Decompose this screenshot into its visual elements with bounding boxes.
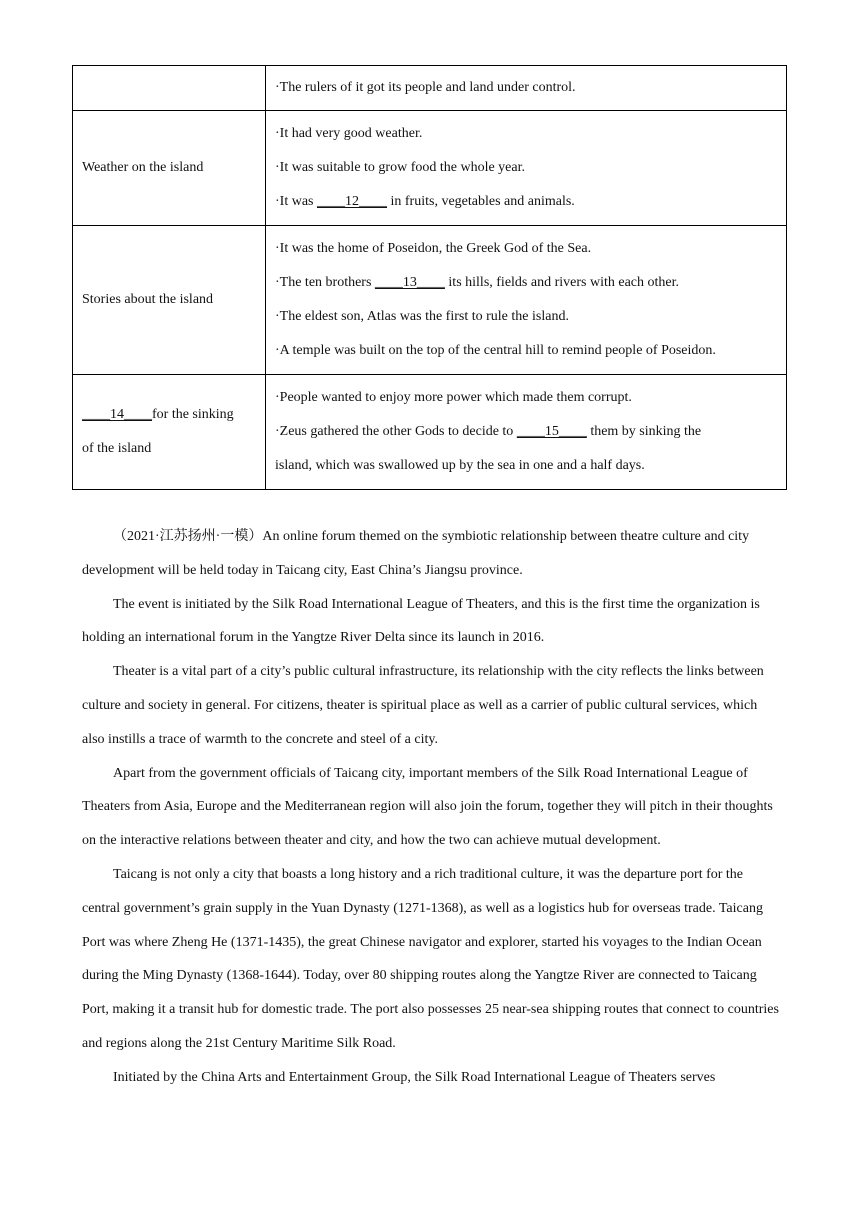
detail-text: in fruits, vegetables and animals. [387, 194, 575, 209]
source-label: （2021·江苏扬州·一模） [113, 529, 263, 544]
row-heading [73, 375, 266, 490]
detail-line: ·The rulers of it got its people and land under control. [275, 80, 576, 95]
reading-passage [82, 520, 782, 1095]
blank-13: ____13____ [374, 275, 445, 290]
detail-line: ·It had very good weather. [275, 126, 423, 141]
row-details [266, 111, 787, 226]
blank-15: ____15____ [516, 424, 587, 439]
passage-paragraph: Theater is a vital part of a city’s public cultural infrastructure, its relationship with the city reflects the links between culture and society in general. For citizens, theater is spiritual place as well as a carrier of public cultural services, which also instills a trace of warmth to the concrete and steel of a city. [82, 664, 764, 747]
table-row [73, 66, 787, 111]
detail-line [275, 415, 777, 449]
detail-text: its hills, fields and rivers with each other. [444, 275, 679, 290]
detail-text: ·The ten brothers [275, 275, 375, 290]
heading-line: of the island [82, 441, 152, 456]
heading-line [82, 398, 256, 432]
table-row [73, 111, 787, 226]
passage-paragraph: Taicang is not only a city that boasts a long history and a rich traditional culture, it was the departure port for the central government’s grain supply in the Yuan Dynasty (1271-1368), as well as a logistics hub for overseas trade. Taicang Port was where Zheng He (1371-1435), the great Chinese navigator and explorer, started his voyages to the Indian Ocean during the Ming Dynasty (1368-1644). Today, over 80 shipping routes along the Yangtze River are connected to Taicang Port, making it a transit hub for domestic trade. The port also possesses 25 near-sea shipping routes that connect to countries and regions along the 21st Century Maritime Silk Road. [82, 866, 779, 1051]
table-row [73, 226, 787, 375]
detail-text: them by sinking the [586, 424, 702, 439]
detail-text: ·It was [275, 194, 317, 209]
row-heading [73, 66, 266, 111]
passage-paragraph [82, 520, 782, 588]
passage-paragraph: The event is initiated by the Silk Road International League of Theaters, and this is the first time the organization is holding an international forum in the Yangtze River Delta since its launch in 2016. [82, 596, 760, 646]
detail-line: ·The eldest son, Atlas was the first to rule the island. [275, 309, 569, 324]
detail-line: ·People wanted to enjoy more power which made them corrupt. [275, 390, 632, 405]
detail-line [275, 185, 777, 219]
detail-line: ·A temple was built on the top of the central hill to remind people of Poseidon. [275, 343, 716, 358]
blank-14: ____14____ [82, 407, 152, 422]
row-details [266, 375, 787, 490]
passage-paragraph: Apart from the government officials of Taicang city, important members of the Silk Road International League of Theaters from Asia, Europe and the Mediterranean region will also join the forum, together they will pitch in their thoughts on the interactive relations between theater and city, and how the two can achieve mutual development. [82, 765, 773, 849]
detail-line: ·It was the home of Poseidon, the Greek God of the Sea. [275, 241, 592, 256]
paragraph-text: An online forum themed on the symbiotic relationship between theatre culture and city development will be held today in Taicang city, East China’s Jiangsu province. [82, 529, 750, 578]
passage-paragraph: Initiated by the China Arts and Entertainment Group, the Silk Road International League of Theaters serves [113, 1069, 716, 1085]
detail-line: island, which was swallowed up by the sea in one and a half days. [275, 458, 645, 473]
detail-line: ·It was suitable to grow food the whole year. [275, 160, 525, 175]
row-heading: Stories about the island [73, 226, 266, 375]
detail-line [275, 266, 777, 300]
summary-table [72, 65, 787, 490]
table-row [73, 375, 787, 490]
heading-text: for the sinking [152, 407, 234, 422]
detail-text: ·Zeus gathered the other Gods to decide to [275, 424, 517, 439]
row-details [266, 66, 787, 111]
row-details [266, 226, 787, 375]
row-heading: Weather on the island [73, 111, 266, 226]
blank-12: ____12____ [317, 194, 387, 209]
